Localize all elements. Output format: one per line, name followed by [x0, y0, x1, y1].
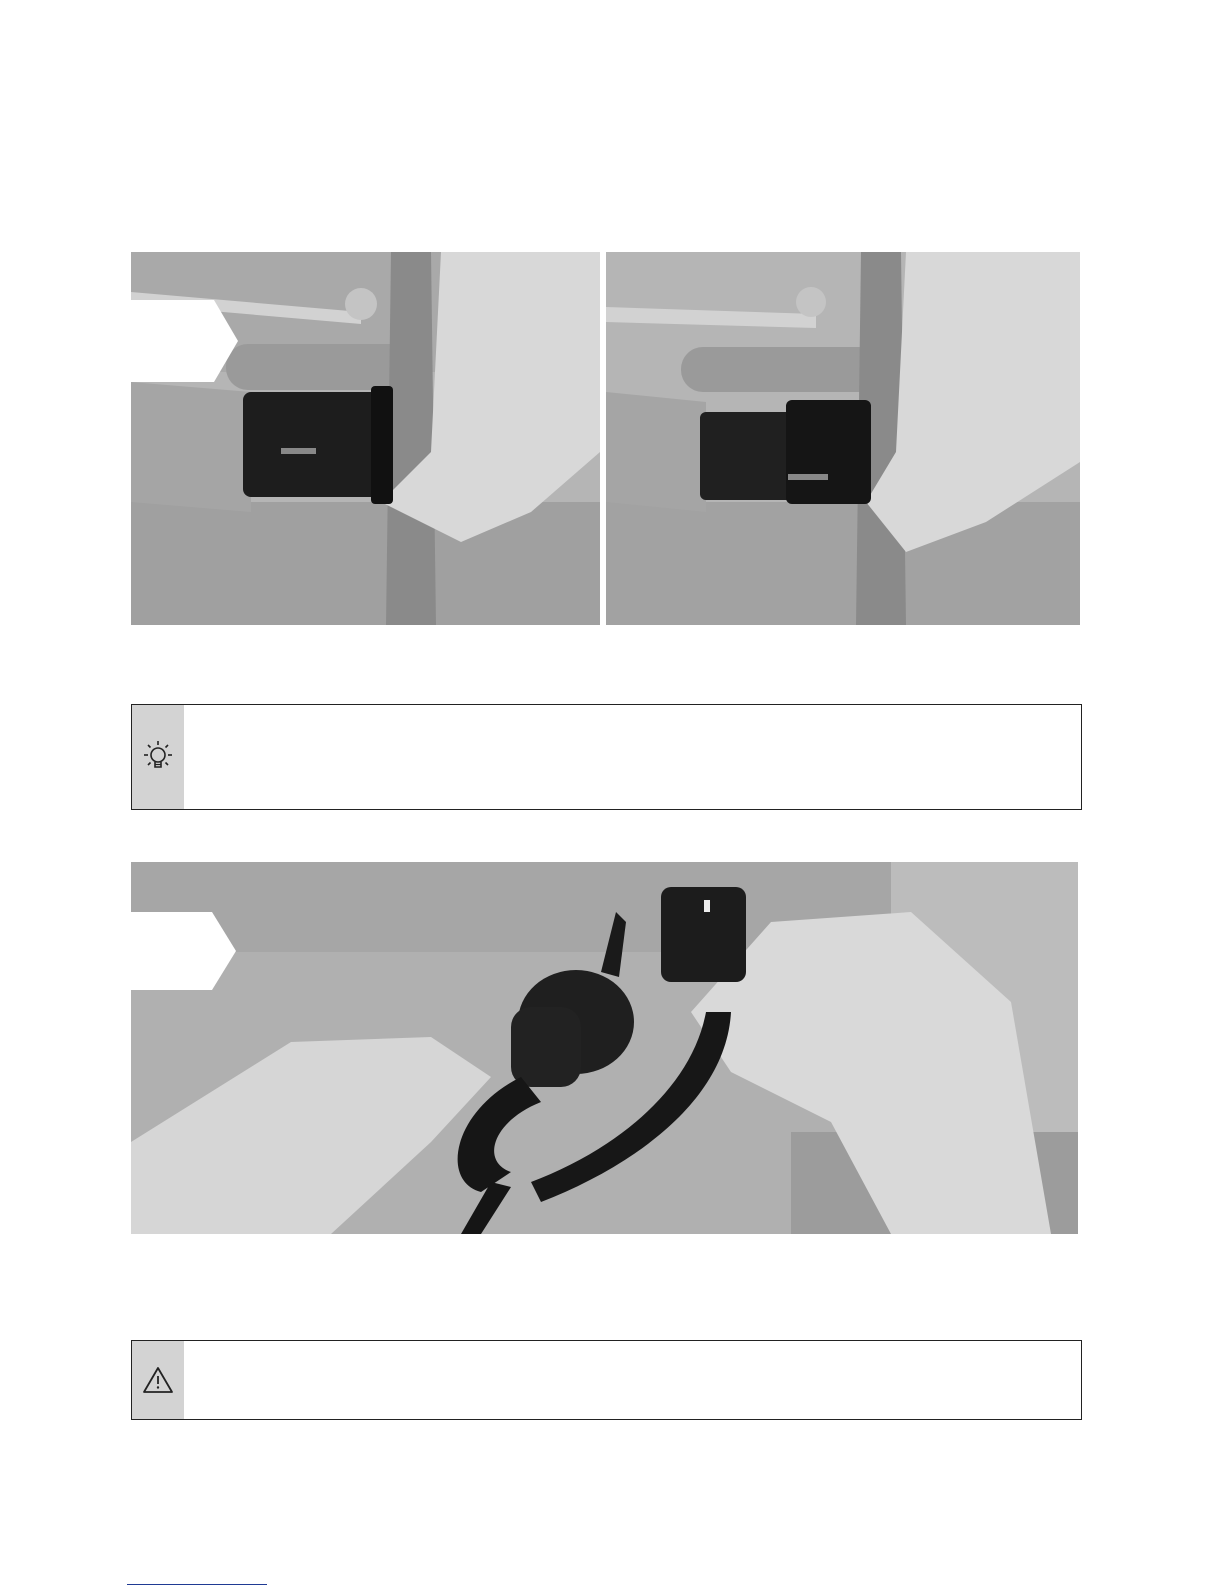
warning-text — [184, 1341, 1081, 1419]
warning-triangle-icon — [142, 1365, 174, 1395]
tip-callout — [131, 704, 1082, 810]
warning-icon-column — [132, 1341, 184, 1419]
photo-connector-disconnected — [131, 862, 1078, 1234]
step-marker-1 — [0, 300, 240, 382]
tip-text — [184, 705, 1081, 809]
tip-icon-column — [132, 705, 184, 809]
photo-connector-right — [606, 252, 1080, 625]
step-marker-2 — [0, 912, 240, 990]
lightbulb-icon — [141, 740, 175, 774]
warning-callout — [131, 1340, 1082, 1420]
